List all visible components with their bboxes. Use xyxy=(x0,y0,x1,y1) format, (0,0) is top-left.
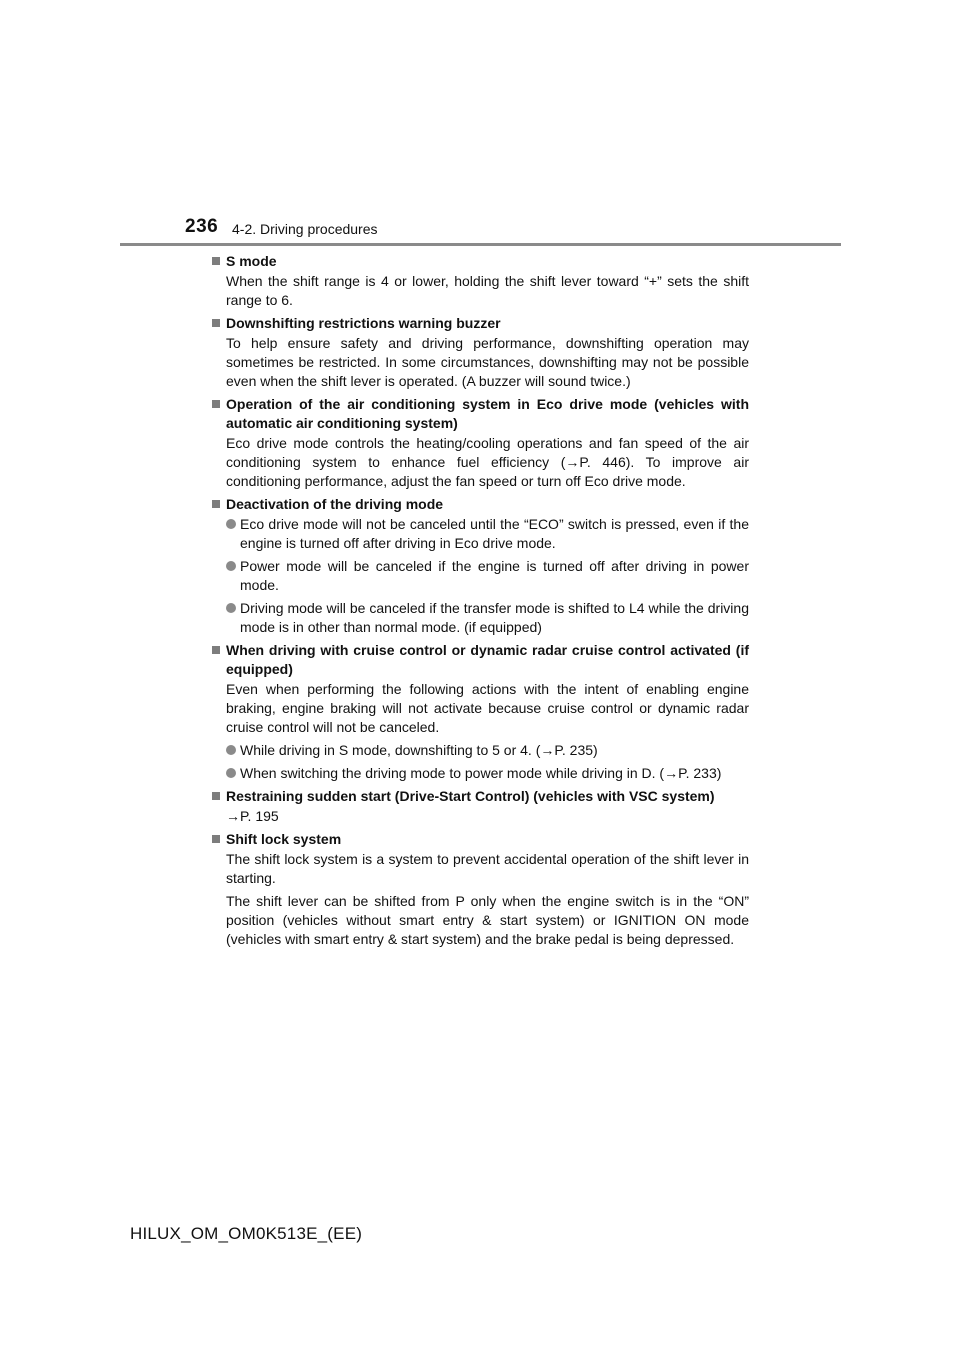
section-item xyxy=(209,787,749,826)
bullet-text: Driving mode will be canceled if the transfer mode is shifted to L4 while the driving mode is in other than normal mode. (if equipped) xyxy=(240,600,749,635)
round-bullet-icon xyxy=(226,603,236,613)
section-heading-text: S mode xyxy=(226,253,277,269)
round-bullet-icon xyxy=(226,768,236,778)
body-paragraph: The shift lock system is a system to prevent accidental operation of the shift lever in starting. xyxy=(226,851,749,886)
section-item xyxy=(209,830,749,949)
section-title: 4-2. Driving procedures xyxy=(232,221,378,237)
bullet-text: While driving in S mode, downshifting to 5 or 4. (→P. 235) xyxy=(240,742,598,758)
bullet-item xyxy=(226,764,749,783)
square-bullet-icon xyxy=(212,319,220,327)
bullet-item xyxy=(226,515,749,553)
round-bullet-icon xyxy=(226,745,236,755)
square-bullet-icon xyxy=(212,646,220,654)
body-paragraph: Eco drive mode controls the heating/cooling operations and fan speed of the air conditioning system to enhance fuel efficiency (→P. 446). To improve air conditioning performance, adjust the fan speed or turn off Eco drive mode. xyxy=(226,435,749,489)
section-item xyxy=(209,395,749,491)
section-heading xyxy=(209,314,749,333)
section-heading-text: Deactivation of the driving mode xyxy=(226,496,444,512)
section-heading-text: Operation of the air conditioning system in Eco drive mode (vehicles with automatic air conditioning system) xyxy=(226,396,749,431)
header-divider xyxy=(120,243,841,246)
section-item xyxy=(209,495,749,637)
section-heading-text: Downshifting restrictions warning buzzer xyxy=(226,315,501,331)
footer-doc-code: HILUX_OM_OM0K513E_(EE) xyxy=(130,1224,363,1243)
bullet-text: Power mode will be canceled if the engine is turned off after driving in power mode. xyxy=(240,558,749,593)
section-heading xyxy=(209,830,749,849)
round-bullet-icon xyxy=(226,519,236,529)
bullet-item xyxy=(226,557,749,595)
bullet-item xyxy=(226,599,749,637)
body-paragraph: The shift lever can be shifted from P only when the engine switch is in the “ON” position (vehicles without smart entry & start system) or IGNITION ON mode (vehicles with smart entry & start system) and the brake pedal is being depressed. xyxy=(226,893,749,947)
body-paragraph: To help ensure safety and driving performance, downshifting operation may sometimes be restricted. In some circumstances, downshifting may not be possible even when the shift lever is operated. (A buzzer will sound twice.) xyxy=(226,335,749,389)
section-heading-text: Restraining sudden start (Drive-Start Control) (vehicles with VSC system) xyxy=(226,788,715,804)
section-heading xyxy=(209,252,749,271)
section-heading xyxy=(209,641,749,679)
body-paragraph: →P. 195 xyxy=(226,808,279,824)
square-bullet-icon xyxy=(212,500,220,508)
square-bullet-icon xyxy=(212,400,220,408)
section-heading-text: Shift lock system xyxy=(226,831,342,847)
square-bullet-icon xyxy=(212,792,220,800)
page-number: 236 xyxy=(185,216,219,237)
bullet-text: When switching the driving mode to power mode while driving in D. (→P. 233) xyxy=(240,765,722,781)
body-paragraph: Even when performing the following actions with the intent of enabling engine braking, engine braking will not activate because cruise control or dynamic radar cruise control will not be canceled. xyxy=(226,681,749,735)
section-heading-text: When driving with cruise control or dynamic radar cruise control activated (if equipped) xyxy=(226,642,749,677)
round-bullet-icon xyxy=(226,561,236,571)
section-heading xyxy=(209,787,749,806)
section-item xyxy=(209,314,749,391)
section-item xyxy=(209,641,749,783)
bullet-item xyxy=(226,741,749,760)
square-bullet-icon xyxy=(212,257,220,265)
page-content xyxy=(209,252,749,953)
section-heading xyxy=(209,395,749,433)
body-paragraph: When the shift range is 4 or lower, holding the shift lever toward “+” sets the shift range to 6. xyxy=(226,273,749,308)
section-item xyxy=(209,252,749,310)
section-heading xyxy=(209,495,749,514)
square-bullet-icon xyxy=(212,835,220,843)
bullet-text: Eco drive mode will not be canceled until the “ECO” switch is pressed, even if the engine is turned off after driving in Eco drive mode. xyxy=(240,516,749,551)
